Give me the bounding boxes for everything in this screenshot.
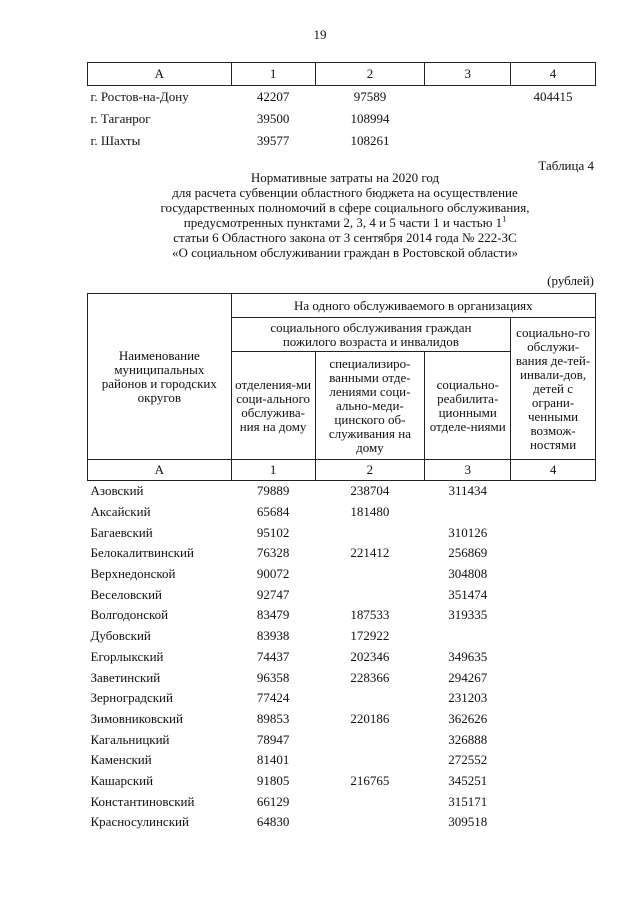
header-group-cell: На одного обслуживаемого в организациях (231, 294, 595, 318)
header-col3-cell: социально-реабилита-ционными отделе-ниями (425, 352, 511, 460)
row-value-cell: 89853 (256, 710, 290, 726)
row-name-cell: Белокалитвинский (90, 545, 194, 561)
row-value-cell (511, 130, 596, 152)
top-header-cell: 1 (231, 63, 315, 86)
row-value-cell: 310126 (448, 524, 488, 540)
row-value-cell: 238704 (350, 483, 390, 499)
table-caption (110, 170, 580, 260)
table-row (88, 522, 596, 543)
table-row (88, 543, 596, 564)
row-value-cell (425, 502, 511, 523)
table-row (88, 791, 596, 812)
row-value-cell: 42207 (256, 89, 290, 104)
row-value-cell: 256869 (448, 545, 488, 561)
row-value-cell: 221412 (350, 545, 390, 561)
row-value-cell: 83479 (256, 607, 290, 623)
top-table-row (88, 86, 596, 109)
row-value-cell (511, 688, 596, 709)
top-continuation-table (87, 62, 596, 152)
row-value-cell: 294267 (448, 669, 488, 685)
row-name-cell: г. Шахты (90, 133, 141, 148)
row-value-cell (315, 750, 425, 771)
row-value-cell: 172922 (350, 628, 390, 644)
table-row (88, 564, 596, 585)
row-value-cell (511, 667, 596, 688)
row-value-cell: 220186 (350, 710, 390, 726)
caption-line-text: предусмотренных пунктами 2, 3, 4 и 5 части 1 и частью 1 (183, 215, 503, 230)
index-cell: 4 (511, 460, 596, 481)
header-name-cell: Наименование муниципальных районов и городских округов (88, 294, 232, 460)
row-value-cell: 79889 (256, 483, 290, 499)
row-name-cell: Каменский (90, 752, 152, 768)
row-name-cell: Верхнедонской (90, 566, 176, 582)
row-value-cell (511, 750, 596, 771)
row-value-cell: 108261 (350, 133, 390, 148)
top-table-row (88, 108, 596, 130)
row-value-cell (425, 130, 511, 152)
row-value-cell (425, 86, 511, 109)
row-value-cell: 77424 (256, 690, 290, 706)
row-value-cell (511, 564, 596, 585)
row-value-cell (511, 626, 596, 647)
row-value-cell: 65684 (256, 504, 290, 520)
row-value-cell: 95102 (256, 524, 290, 540)
index-cell: 1 (231, 460, 315, 481)
row-value-cell (511, 791, 596, 812)
row-value-cell: 96358 (256, 669, 290, 685)
top-table-header-row (88, 63, 596, 86)
row-value-cell: 349635 (448, 648, 488, 664)
table-row (88, 626, 596, 647)
main-table (87, 293, 596, 833)
table-row (88, 771, 596, 792)
top-header-cell: 3 (425, 63, 511, 86)
row-value-cell: 231203 (448, 690, 488, 706)
table-row (88, 481, 596, 502)
row-value-cell: 64830 (256, 814, 290, 830)
row-name-cell: Багаевский (90, 524, 153, 540)
row-name-cell: Дубовский (90, 628, 151, 644)
row-name-cell: Константиновский (90, 793, 195, 809)
row-name-cell: Зерноградский (90, 690, 173, 706)
row-value-cell: 272552 (448, 752, 488, 768)
table-row (88, 688, 596, 709)
row-value-cell (511, 605, 596, 626)
row-value-cell: 108994 (350, 111, 390, 126)
table-row (88, 584, 596, 605)
row-value-cell (511, 771, 596, 792)
row-value-cell: 362626 (448, 710, 488, 726)
table-row (88, 750, 596, 771)
row-value-cell: 326888 (448, 731, 488, 747)
row-value-cell (315, 812, 425, 833)
row-value-cell (315, 791, 425, 812)
row-value-cell (315, 522, 425, 543)
top-header-cell: 4 (511, 63, 596, 86)
row-value-cell: 315171 (448, 793, 488, 809)
row-value-cell: 92747 (256, 586, 290, 602)
index-cell: А (88, 460, 232, 481)
row-value-cell: 404415 (533, 89, 573, 104)
row-value-cell (511, 647, 596, 668)
row-name-cell: Егорлыкский (90, 648, 164, 664)
row-value-cell: 216765 (350, 772, 390, 788)
row-value-cell: 78947 (256, 731, 290, 747)
top-header-cell: А (88, 63, 232, 86)
caption-line: для расчета субвенции областного бюджета на осуществление (172, 185, 518, 200)
table-row (88, 729, 596, 750)
main-header-row-1 (88, 294, 596, 318)
row-value-cell: 311434 (448, 483, 487, 499)
table-label: Таблица 4 (538, 158, 594, 173)
row-value-cell: 39577 (256, 133, 290, 148)
row-value-cell (315, 564, 425, 585)
table-row (88, 667, 596, 688)
row-value-cell: 76328 (256, 545, 290, 561)
row-value-cell (511, 522, 596, 543)
row-name-cell: Заветинский (90, 669, 161, 685)
header-col1-cell: отделения-ми соци-ального обслужива-ния на дому (231, 352, 315, 460)
table-row (88, 812, 596, 833)
row-name-cell: Кагальницкий (90, 731, 170, 747)
table-row (88, 502, 596, 523)
caption-line: Нормативные затраты на 2020 год (250, 170, 440, 185)
row-name-cell: Кашарский (90, 772, 154, 788)
main-index-row (88, 460, 596, 481)
row-value-cell (511, 108, 596, 130)
table-row (88, 647, 596, 668)
row-value-cell (511, 502, 596, 523)
caption-line: статьи 6 Областного закона от 3 сентября 2014 года № 222-ЗС (173, 230, 517, 245)
index-cell: 3 (425, 460, 511, 481)
row-value-cell: 81401 (256, 752, 290, 768)
row-value-cell (511, 709, 596, 730)
row-value-cell: 66129 (256, 793, 290, 809)
row-name-cell: Красносулинский (90, 814, 189, 830)
row-value-cell (315, 688, 425, 709)
row-value-cell: 304808 (448, 566, 488, 582)
row-value-cell: 319335 (448, 607, 488, 623)
row-value-cell: 345251 (448, 772, 488, 788)
row-value-cell: 39500 (256, 111, 290, 126)
row-value-cell: 187533 (350, 607, 390, 623)
row-name-cell: Зимовниковский (90, 710, 183, 726)
row-value-cell (315, 584, 425, 605)
row-value-cell (511, 543, 596, 564)
row-value-cell (425, 108, 511, 130)
row-value-cell (511, 584, 596, 605)
caption-line: «О социальном обслуживании граждан в Ростовской области» (171, 245, 519, 260)
row-value-cell (511, 729, 596, 750)
row-value-cell (511, 812, 596, 833)
row-name-cell: Азовский (90, 483, 144, 499)
index-cell: 2 (315, 460, 425, 481)
row-name-cell: Волгодонской (90, 607, 169, 623)
row-value-cell (315, 729, 425, 750)
row-value-cell: 83938 (256, 628, 290, 644)
row-value-cell (511, 481, 596, 502)
row-value-cell: 181480 (350, 504, 390, 520)
row-value-cell: 202346 (350, 648, 390, 664)
row-value-cell: 228366 (350, 669, 390, 685)
row-name-cell: Аксайский (90, 504, 151, 520)
row-value-cell: 309518 (448, 814, 488, 830)
page-number: 19 (313, 27, 327, 42)
caption-superscript: 1 (502, 214, 507, 224)
header-subgroup-cell: социального обслуживания граждан пожилого возраста и инвалидов (231, 318, 510, 352)
table-row (88, 709, 596, 730)
row-value-cell: 97589 (353, 89, 387, 104)
row-value-cell: 74437 (256, 648, 290, 664)
row-value-cell: 351474 (448, 586, 488, 602)
row-name-cell: Веселовский (90, 586, 163, 602)
row-name-cell: г. Ростов-на-Дону (90, 89, 189, 104)
caption-line: государственных полномочий в сфере социального обслуживания, (160, 200, 530, 215)
caption-line (110, 215, 580, 230)
top-table-row (88, 130, 596, 152)
row-name-cell: г. Таганрог (90, 111, 151, 126)
row-value-cell (425, 626, 511, 647)
top-header-cell: 2 (315, 63, 425, 86)
row-value-cell: 91805 (256, 772, 290, 788)
header-col4-cell: социально-го обслужи-вания де-тей-инвали-дов, детей с ограни-ченными возмож-ностями (511, 318, 596, 460)
table-row (88, 605, 596, 626)
header-col2-cell: специализиро-ванными отде-лениями соци-ально-меди-цинского об-служивания на дому (315, 352, 425, 460)
units-label: (рублей) (547, 273, 594, 288)
row-value-cell: 90072 (256, 566, 290, 582)
